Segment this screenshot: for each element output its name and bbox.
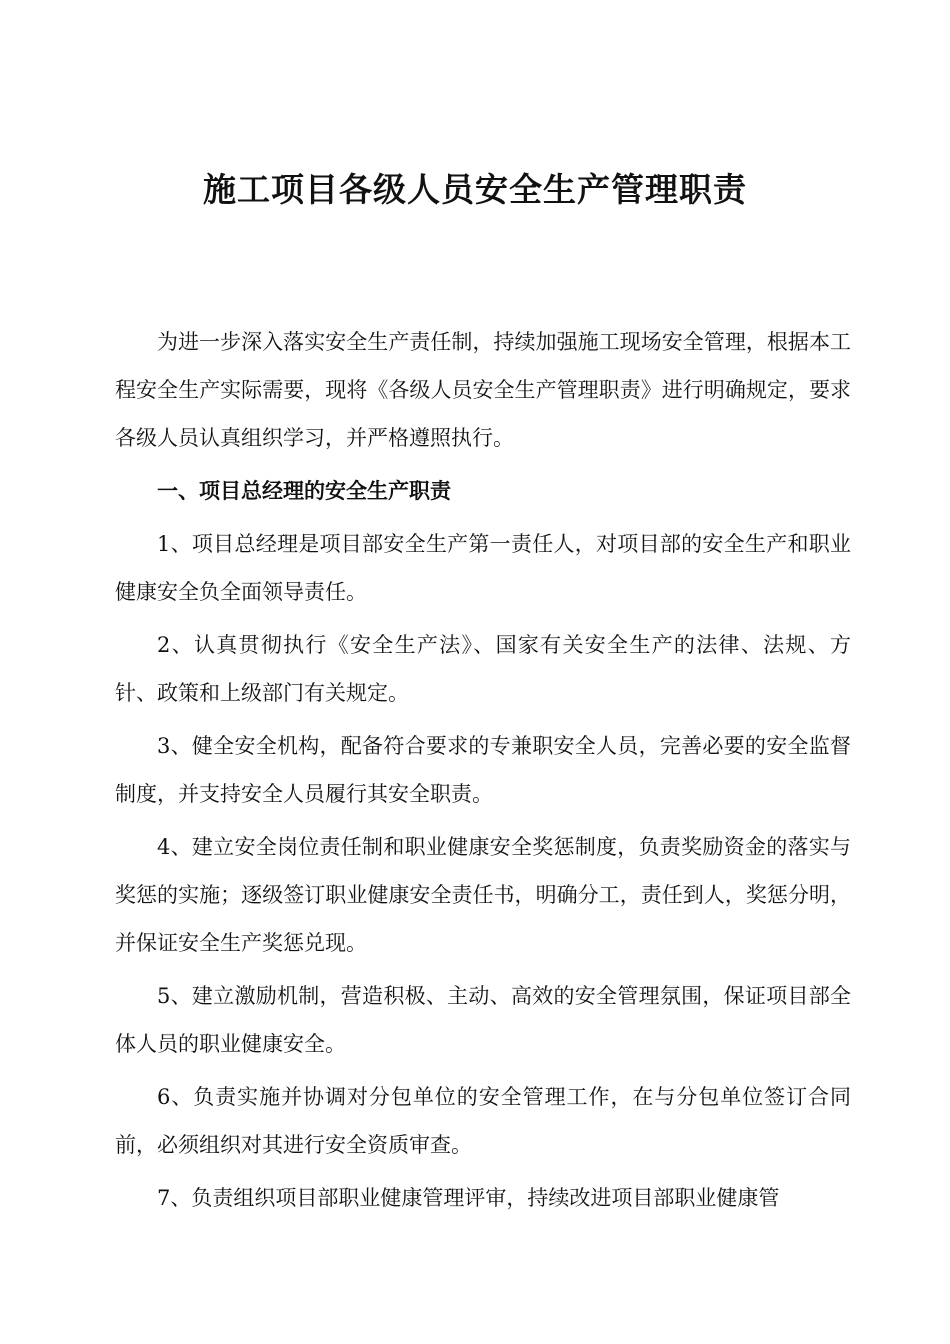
duty-item-6: 6、负责实施并协调对分包单位的安全管理工作，在与分包单位签订合同前，必须组织对其进行安全资质审查。 xyxy=(115,1085,851,1157)
duty-item-2: 2、认真贯彻执行《安全生产法》、国家有关安全生产的法律、法规、方针、政策和上级部门有关规定。 xyxy=(115,633,851,705)
document-title: 施工项目各级人员安全生产管理职责 xyxy=(203,170,747,209)
duty-item-5: 5、建立激励机制，营造积极、主动、高效的安全管理氛围，保证项目部全体人员的职业健康安全。 xyxy=(115,984,851,1056)
duty-item-3: 3、健全安全机构，配备符合要求的专兼职安全人员，完善必要的安全监督制度，并支持安全人员履行其安全职责。 xyxy=(115,734,851,806)
duty-item-4: 4、建立安全岗位责任制和职业健康安全奖惩制度，负责奖励资金的落实与奖惩的实施；逐级签订职业健康安全责任书，明确分工，责任到人，奖惩分明，并保证安全生产奖惩兑现。 xyxy=(115,835,851,955)
section-heading: 一、项目总经理的安全生产职责 xyxy=(157,478,451,503)
intro-paragraph: 为进一步深入落实安全生产责任制，持续加强施工现场安全管理，根据本工程安全生产实际需要，现将《各级人员安全生产管理职责》进行明确规定，要求各级人员认真组织学习，并严格遵照执行。 xyxy=(115,330,851,450)
duty-item-7: 7、负责组织项目部职业健康管理评审，持续改进项目部职业健康管 xyxy=(157,1186,780,1210)
duty-item-1: 1、项目总经理是项目部安全生产第一责任人，对项目部的安全生产和职业健康安全负全面领导责任。 xyxy=(115,532,851,604)
document-body xyxy=(115,318,851,1227)
